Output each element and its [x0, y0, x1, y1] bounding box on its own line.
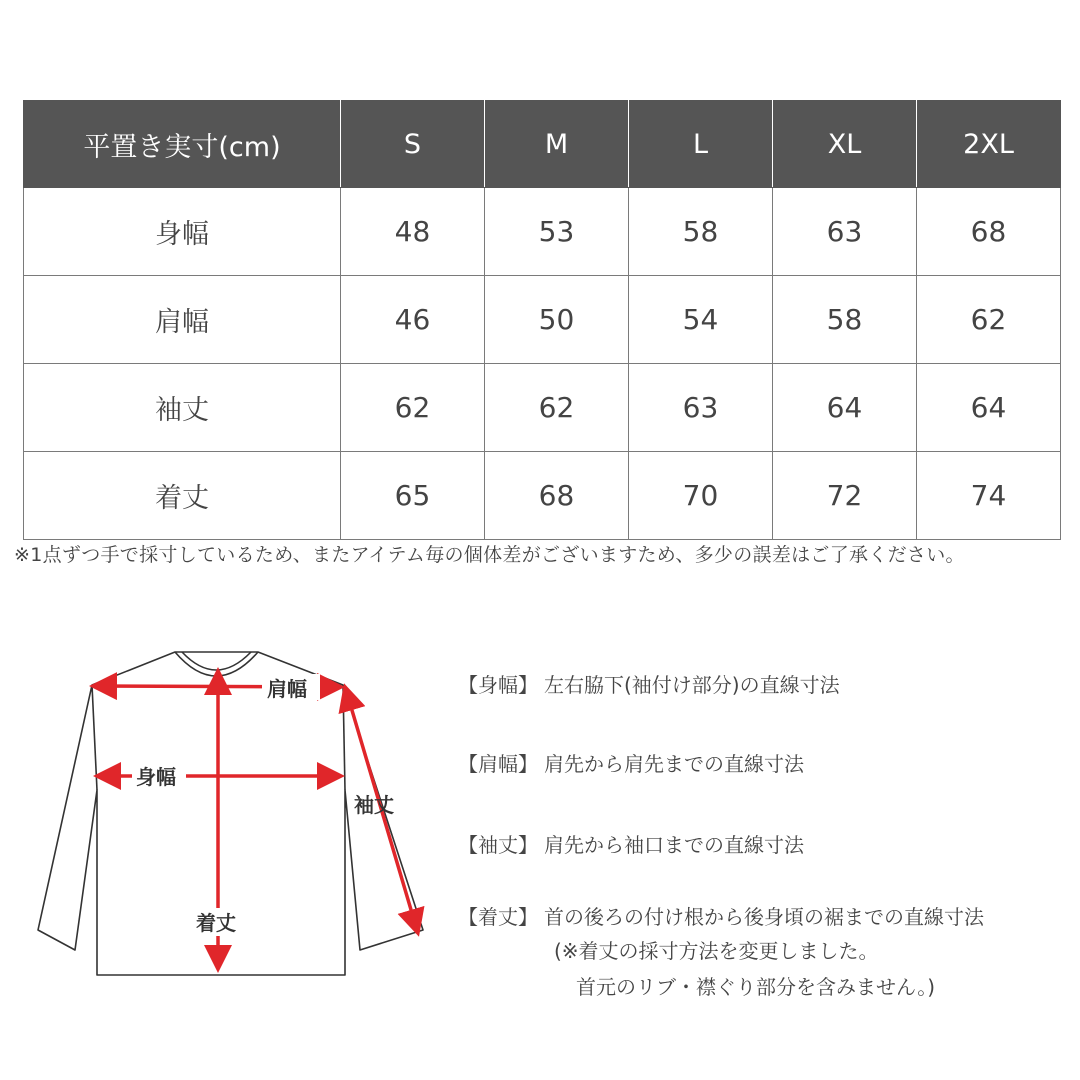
- header-cell-s: S: [341, 101, 485, 188]
- header-cell-l: L: [629, 101, 773, 188]
- length-label: 着丈: [196, 911, 236, 935]
- header-cell-2xl: 2XL: [917, 101, 1061, 188]
- sleeve-label: 袖丈: [354, 793, 394, 817]
- table-cell: 70: [629, 452, 773, 540]
- header-cell-xl: XL: [773, 101, 917, 188]
- table-cell: 72: [773, 452, 917, 540]
- table-cell: 64: [773, 364, 917, 452]
- table-cell: 65: [341, 452, 485, 540]
- legend-key: 【着丈】: [458, 905, 538, 929]
- legend-text: 肩先から袖口までの直線寸法: [544, 833, 804, 857]
- legend-key: 【袖丈】: [458, 833, 538, 857]
- table-row: [24, 364, 1061, 452]
- row-label: 肩幅: [24, 276, 341, 364]
- legend-item-length: [458, 900, 984, 934]
- header-cell-label: 平置き実寸(cm): [24, 101, 341, 188]
- table-cell: 63: [629, 364, 773, 452]
- row-label: 着丈: [24, 452, 341, 540]
- table-cell: 74: [917, 452, 1061, 540]
- table-cell: 50: [485, 276, 629, 364]
- legend-key: 【身幅】: [458, 673, 538, 697]
- size-table-header: [24, 101, 1061, 188]
- legend-note-line-1: (※着丈の採寸方法を変更しました。: [554, 939, 879, 963]
- legend-text: 左右脇下(袖付け部分)の直線寸法: [544, 673, 840, 697]
- collar-outer: [175, 652, 258, 676]
- table-cell: 54: [629, 276, 773, 364]
- table-cell: 64: [917, 364, 1061, 452]
- table-cell: 63: [773, 188, 917, 276]
- table-cell: 62: [341, 364, 485, 452]
- legend-key: 【肩幅】: [458, 752, 538, 776]
- table-row: [24, 452, 1061, 540]
- table-cell: 46: [341, 276, 485, 364]
- body-width-label: 身幅: [136, 765, 176, 789]
- header-row: [24, 101, 1061, 188]
- table-cell: 58: [629, 188, 773, 276]
- table-cell: 58: [773, 276, 917, 364]
- header-cell-m: M: [485, 101, 629, 188]
- table-row: [24, 276, 1061, 364]
- table-cell: 53: [485, 188, 629, 276]
- garment-diagram: [30, 630, 450, 990]
- legend-text: 首の後ろの付け根から後身頃の裾までの直線寸法: [544, 905, 984, 929]
- left-armhole-line: [92, 685, 97, 790]
- row-label: 身幅: [24, 188, 341, 276]
- table-cell: 62: [485, 364, 629, 452]
- table-row: [24, 188, 1061, 276]
- legend-item-shoulder: [458, 747, 804, 781]
- table-cell: 62: [917, 276, 1061, 364]
- right-armhole-line: [343, 685, 345, 790]
- table-cell: 48: [341, 188, 485, 276]
- shoulder-label: 肩幅: [267, 677, 307, 701]
- size-table: [23, 100, 1061, 540]
- legend-item-body-width: [458, 668, 840, 702]
- table-cell: 68: [917, 188, 1061, 276]
- row-label: 袖丈: [24, 364, 341, 452]
- table-cell: 68: [485, 452, 629, 540]
- measurement-arrows: [96, 674, 417, 966]
- legend-text: 肩先から肩先までの直線寸法: [544, 752, 804, 776]
- size-table-body: [24, 188, 1061, 540]
- legend-note-line-2: 首元のリブ・襟ぐり部分を含みません。): [576, 975, 936, 999]
- measurement-note: ※1点ずつ手で採寸しているため、またアイテム毎の個体差がございますため、多少の誤差はご了承ください。: [14, 544, 965, 566]
- legend-item-sleeve: [458, 828, 804, 862]
